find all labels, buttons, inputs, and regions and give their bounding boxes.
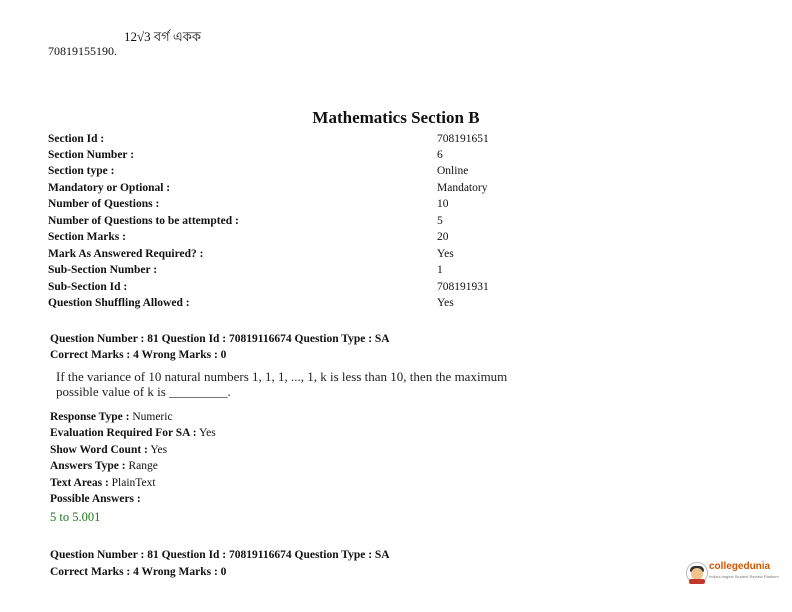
section-value: Yes: [437, 248, 454, 260]
section-value: 5: [437, 215, 443, 227]
question-text: [56, 369, 596, 399]
question-property: Evaluation Required For SA : Yes: [50, 427, 216, 439]
question-property: Answers Type : Range: [50, 460, 158, 472]
question-property: Response Type : Numeric: [50, 411, 173, 423]
question-text-line: possible value of k is _________.: [56, 384, 231, 399]
section-value: 6: [437, 149, 443, 161]
section-label: Question Shuffling Allowed :: [48, 297, 190, 309]
section-label: Number of Questions :: [48, 198, 160, 210]
logo-wordmark: collegedunia: [709, 561, 771, 572]
previous-question-id: 70819155190.: [48, 44, 117, 58]
logo-tagline: India's largest Student Review Platform: [709, 574, 779, 579]
section-value: 708191931: [437, 281, 489, 293]
section-value: Yes: [437, 297, 454, 309]
section-label: Section Id :: [48, 133, 105, 145]
question-text-line: If the variance of 10 natural numbers 1, 1, 1, ..., 1, k is less than 10, then the maximum: [56, 369, 508, 384]
logo-mascot-icon: [686, 562, 708, 584]
section-label: Sub-Section Id :: [48, 281, 128, 293]
section-label: Section type :: [48, 165, 115, 177]
question-header: Question Number : 81 Question Id : 70819116674 Question Type : SA: [50, 333, 390, 345]
section-label: Mandatory or Optional :: [48, 182, 171, 194]
section-value: 1: [437, 264, 443, 276]
section-value: 708191651: [437, 133, 489, 145]
section-label: Mark As Answered Required? :: [48, 248, 204, 260]
question-property: Text Areas : PlainText: [50, 477, 156, 489]
section-label: Section Number :: [48, 149, 135, 161]
section-value: 10: [437, 198, 449, 210]
collegedunia-logo: [686, 560, 779, 586]
section-label: Section Marks :: [48, 231, 126, 243]
previous-answer: 12√3 বর্গ একক: [124, 29, 201, 44]
section-label: Number of Questions to be attempted :: [48, 215, 239, 227]
question-marks: Correct Marks : 4 Wrong Marks : 0: [50, 566, 227, 578]
question-marks: Correct Marks : 4 Wrong Marks : 0: [50, 349, 227, 361]
question-header: Question Number : 81 Question Id : 70819116674 Question Type : SA: [50, 549, 390, 561]
section-value: Mandatory: [437, 182, 488, 194]
section-value: 20: [437, 231, 449, 243]
question-property: Show Word Count : Yes: [50, 444, 168, 456]
section-label: Sub-Section Number :: [48, 264, 158, 276]
section-title: Mathematics Section B: [312, 108, 480, 127]
possible-answer: 5 to 5.001: [50, 510, 101, 524]
question-property: Possible Answers :: [50, 493, 141, 505]
section-value: Online: [437, 165, 469, 177]
